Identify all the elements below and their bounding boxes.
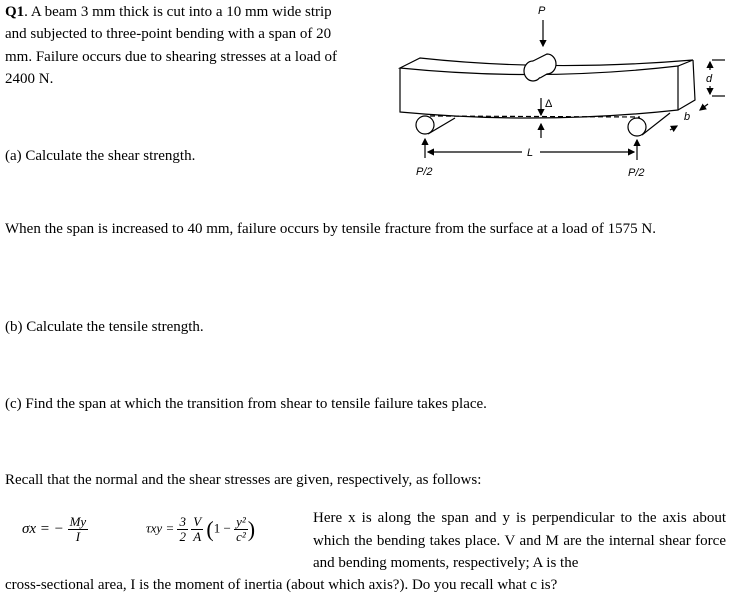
span-change-text: When the span is increased to 40 mm, failure occurs by tensile fracture from the surface at a load of 1575 N. — [5, 221, 657, 237]
intro-line-4: 2400 N. — [5, 71, 54, 87]
depth-label: d — [706, 73, 713, 85]
explanation-bottom: cross-sectional area, I is the moment of inertia (about which axis?). Do you recall what c is? — [5, 577, 558, 593]
span-label: L — [527, 147, 534, 159]
part-c: (c) Find the span at which the transition from shear to tensile failure takes place. — [5, 396, 487, 412]
load-label: P — [538, 5, 546, 17]
left-reaction-label: P/2 — [416, 166, 433, 178]
normal-stress-formula: σx = − $\frac{My}{I}$ — [22, 514, 87, 544]
question-number: Q1 — [5, 4, 25, 20]
shear-stress-formula: τxy = $\frac{3}{2}$ $\frac{V}{A}$ (1 − $\frac{\text{y²}}{\text{c²}}$ ) — [146, 514, 256, 544]
part-a: (a) Calculate the shear strength. — [5, 148, 196, 164]
left-support-roller — [416, 116, 434, 134]
part-b: (b) Calculate the tensile strength. — [5, 319, 204, 335]
intro-line-1: Q1. A beam 3 mm thick is cut into a 10 mm wide strip — [5, 4, 332, 20]
explanation-right: Here x is along the span and y is perpendicular to the axis about which the bending takes place. V and M are the internal shear force and bending moments, respectively; A is the — [313, 510, 726, 571]
width-label: b — [684, 111, 691, 123]
intro-line-3: mm. Failure occurs due to shearing stresses at a load of — [5, 49, 337, 65]
beam-end — [678, 60, 695, 110]
recall-text: Recall that the normal and the shear stresses are given, respectively, as follows: — [5, 472, 482, 488]
intro-line-2: and subjected to three-point bending with a span of 20 — [5, 26, 332, 42]
right-reaction-label: P/2 — [628, 167, 645, 179]
deflection-label: Δ — [545, 98, 553, 110]
three-point-bending-diagram — [390, 0, 730, 190]
